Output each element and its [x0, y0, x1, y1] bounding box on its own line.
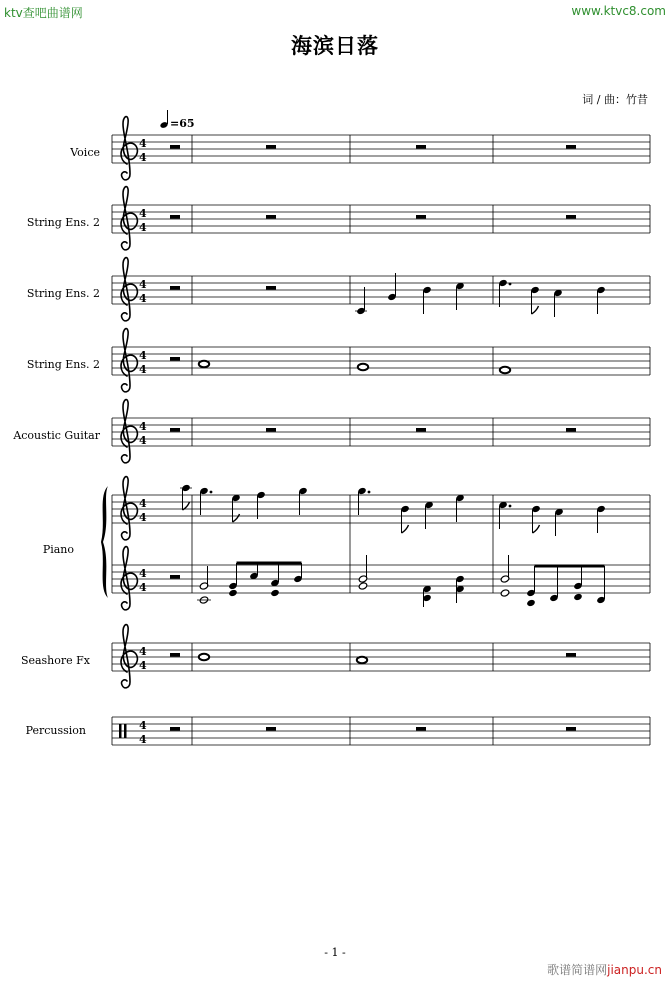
instrument-label-strings-3: String Ens. 2 [26, 358, 100, 371]
tempo-label: =65 [170, 117, 195, 130]
staff-strings-2 [112, 258, 650, 321]
svg-text:4: 4 [139, 511, 147, 524]
staff-piano [101, 477, 650, 610]
footer-watermark [547, 961, 662, 978]
instrument-label-strings-2: String Ens. 2 [26, 287, 100, 300]
svg-text:4: 4 [139, 221, 147, 234]
watermark-right: www.ktvc8.com [571, 4, 666, 18]
staff-percussion [112, 717, 650, 746]
staff-strings-3 [112, 329, 650, 392]
instrument-label-voice: Voice [70, 146, 100, 159]
footer-watermark-name: 歌谱简谱网 [547, 963, 608, 977]
svg-text:4: 4 [139, 292, 147, 305]
svg-text:4: 4 [139, 207, 147, 220]
composer-credit: 词 / 曲：竹昔 [582, 93, 648, 106]
instrument-label-percussion: Percussion [25, 724, 86, 737]
watermark-left: ktv查吧曲谱网 [4, 6, 83, 20]
treble-clef-icon [121, 117, 137, 180]
staff-strings-1 [112, 187, 650, 250]
score-title: 海滨日落 [291, 34, 379, 58]
svg-text:4: 4 [139, 363, 147, 376]
staff-seashore [112, 625, 650, 688]
svg-text:4: 4 [139, 151, 147, 164]
svg-text:4: 4 [139, 497, 147, 510]
svg-text:4: 4 [139, 733, 147, 746]
svg-text:4: 4 [139, 420, 147, 433]
staff-guitar [112, 400, 650, 463]
footer-watermark-site: jianpu.cn [607, 963, 662, 977]
svg-text:4: 4 [139, 434, 147, 447]
instrument-label-piano: Piano [42, 543, 74, 556]
svg-text:4: 4 [139, 567, 147, 580]
svg-text:4: 4 [139, 719, 147, 732]
svg-text:4: 4 [139, 137, 147, 150]
instrument-label-guitar: Acoustic Guitar [13, 429, 100, 442]
staff-voice [112, 110, 650, 180]
tempo-marking [159, 110, 194, 130]
svg-text:4: 4 [139, 645, 147, 658]
instrument-label-strings-1: String Ens. 2 [26, 216, 100, 229]
page-number: - 1 - [324, 946, 346, 959]
svg-text:4: 4 [139, 349, 147, 362]
instrument-label-seashore: Seashore Fx [20, 654, 90, 667]
svg-text:4: 4 [139, 659, 147, 672]
svg-text:4: 4 [139, 581, 147, 594]
svg-text:4: 4 [139, 278, 147, 291]
piano-brace [101, 486, 108, 598]
